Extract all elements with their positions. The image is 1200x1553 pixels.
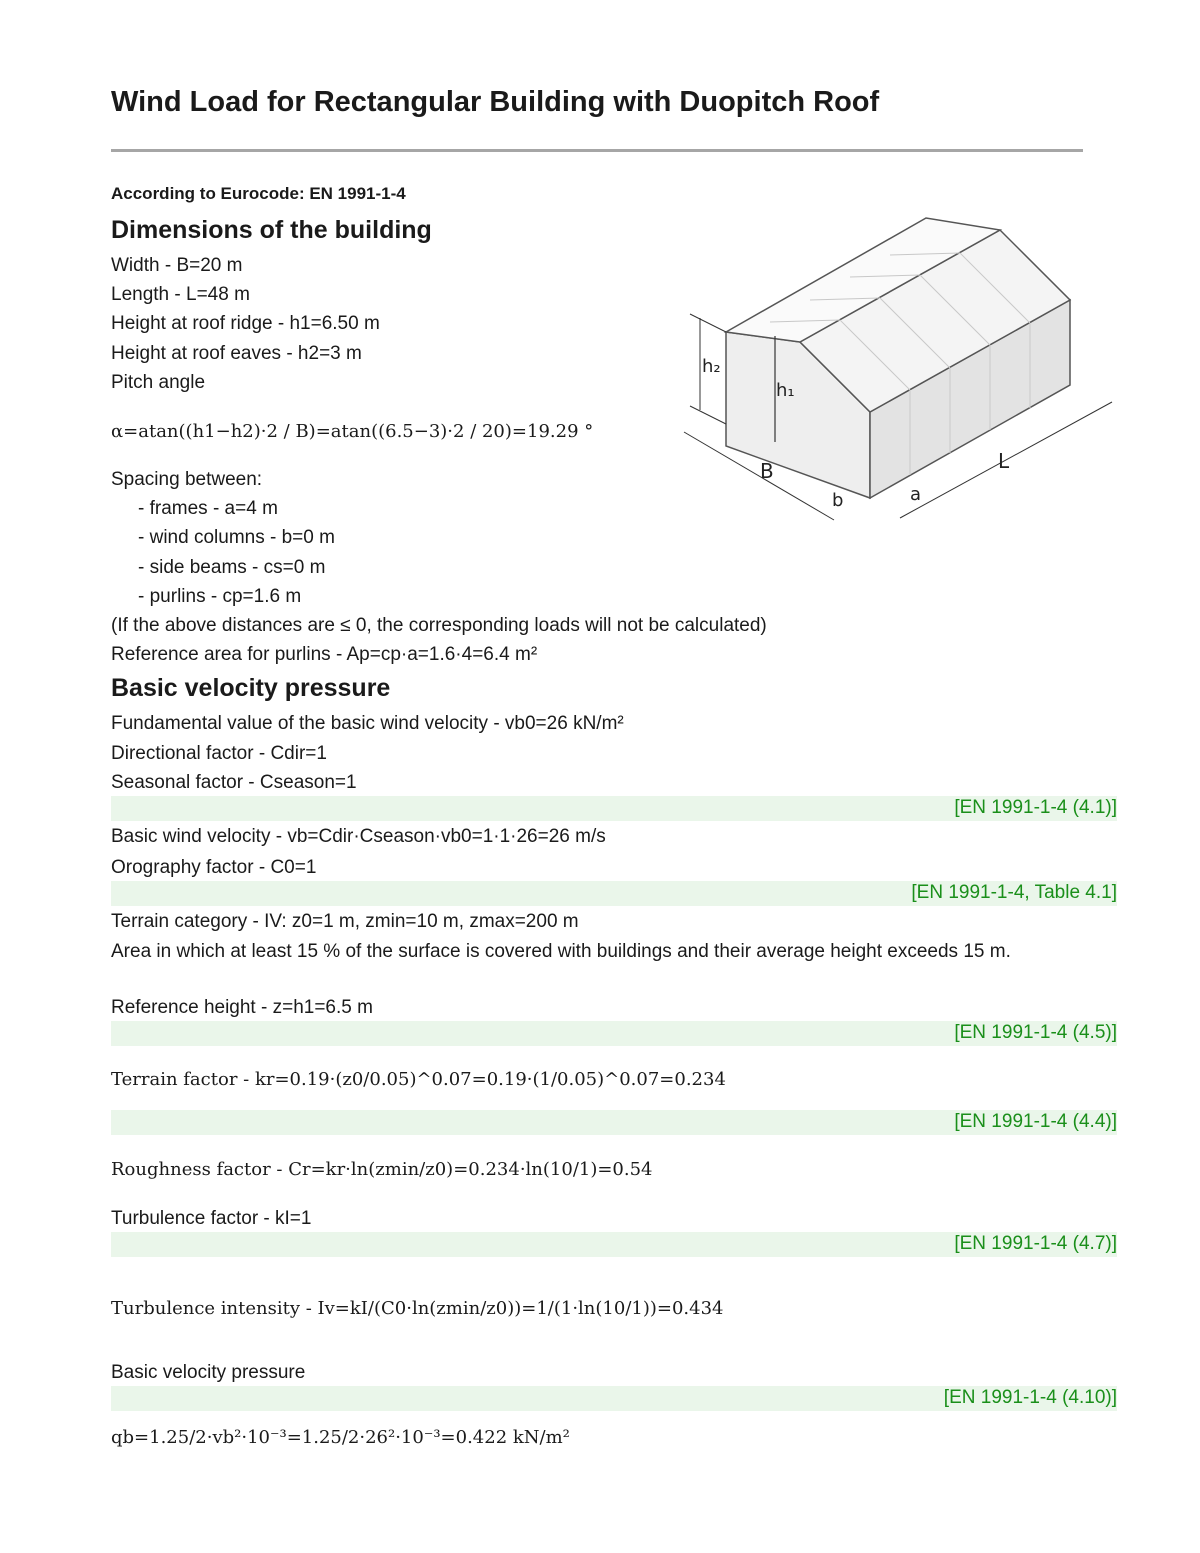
terrain-factor: Terrain factor - kr=0.19·(z0/0.05)^0.07=0.19·(1/0.05)^0.07=0.234 — [111, 1069, 726, 1090]
reference-text: [EN 1991-1-4 (4.1)] — [954, 797, 1117, 818]
label-b: b — [832, 490, 844, 511]
reference-bar — [111, 1232, 1117, 1257]
side-beams-spacing: - side beams - cs=0 m — [138, 557, 326, 578]
section-heading-pressure: Basic velocity pressure — [111, 674, 391, 702]
reference-text: [EN 1991-1-4 (4.10)] — [943, 1387, 1117, 1408]
directional-factor: Directional factor - Cdir=1 — [111, 743, 327, 764]
turbulence-factor: Turbulence factor - kI=1 — [111, 1208, 312, 1229]
reference-text: [EN 1991-1-4, Table 4.1] — [911, 882, 1117, 903]
reference-text: [EN 1991-1-4 (4.7)] — [954, 1233, 1117, 1254]
reference-height: Reference height - z=h1=6.5 m — [111, 997, 373, 1018]
reference-bar — [111, 1386, 1117, 1411]
roof-eaves-height-line: Height at roof eaves - h2=3 m — [111, 343, 362, 364]
frames-spacing: - frames - a=4 m — [138, 498, 278, 519]
reference-bar — [111, 796, 1117, 821]
orography-factor: Orography factor - C0=1 — [111, 857, 317, 878]
seasonal-factor: Seasonal factor - Cseason=1 — [111, 772, 357, 793]
terrain-description: Area in which at least 15 % of the surface is covered with buildings and their average height exceeds 15 m. — [111, 941, 1011, 962]
basic-wind-velocity-value: Fundamental value of the basic wind velocity - vb0=26 kN/m² — [111, 713, 624, 734]
label-L: L — [998, 449, 1010, 473]
reference-area-line: Reference area for purlins - Ap=cp·a=1.6·4=6.4 m² — [111, 644, 538, 665]
page-title: Wind Load for Rectangular Building with Duopitch Roof — [111, 86, 880, 118]
terrain-category: Terrain category - IV: z0=1 m, zmin=10 m, zmax=200 m — [111, 911, 579, 932]
turbulence-intensity: Turbulence intensity - Iv=kI/(C0·ln(zmin/z0))=1/(1·ln(10/1))=0.434 — [111, 1298, 724, 1319]
title-divider — [111, 149, 1083, 152]
reference-bar — [111, 1110, 1117, 1135]
length-line: Length - L=48 m — [111, 284, 250, 305]
pitch-angle-formula: α=atan((h1−h2)·2 / B)=atan((6.5−3)·2 / 20)=19.29 ° — [111, 421, 594, 442]
basic-velocity-pressure-label: Basic velocity pressure — [111, 1362, 306, 1383]
wind-columns-spacing: - wind columns - b=0 m — [138, 527, 335, 548]
distance-note: (If the above distances are ≤ 0, the corresponding loads will not be calculated) — [111, 615, 767, 636]
section-heading-dimensions: Dimensions of the building — [111, 216, 432, 244]
basic-velocity-pressure-formula: qb=1.25/2·vb²·10⁻³=1.25/2·26²·10⁻³=0.422 kN/m² — [111, 1427, 570, 1448]
roof-ridge-height-line: Height at roof ridge - h1=6.50 m — [111, 313, 380, 334]
basic-wind-velocity: Basic wind velocity - vb=Cdir·Cseason·vb0=1·1·26=26 m/s — [111, 826, 606, 847]
reference-text: [EN 1991-1-4 (4.5)] — [954, 1022, 1117, 1043]
code-reference: According to Eurocode: EN 1991-1-4 — [111, 184, 406, 203]
label-B: B — [760, 459, 774, 483]
label-h1: h₁ — [776, 380, 795, 401]
building-diagram — [680, 210, 1120, 530]
label-a: a — [910, 484, 922, 505]
spacing-label: Spacing between: — [111, 469, 263, 490]
roughness-factor: Roughness factor - Cr=kr·ln(zmin/z0)=0.234·ln(10/1)=0.54 — [111, 1159, 653, 1180]
purlins-spacing: - purlins - cp=1.6 m — [138, 586, 302, 607]
pitch-angle-label: Pitch angle — [111, 372, 206, 393]
reference-text: [EN 1991-1-4 (4.4)] — [954, 1111, 1117, 1132]
reference-bar — [111, 1021, 1117, 1046]
width-line: Width - B=20 m — [111, 255, 243, 276]
reference-bar — [111, 881, 1117, 906]
label-h2: h₂ — [702, 356, 721, 377]
